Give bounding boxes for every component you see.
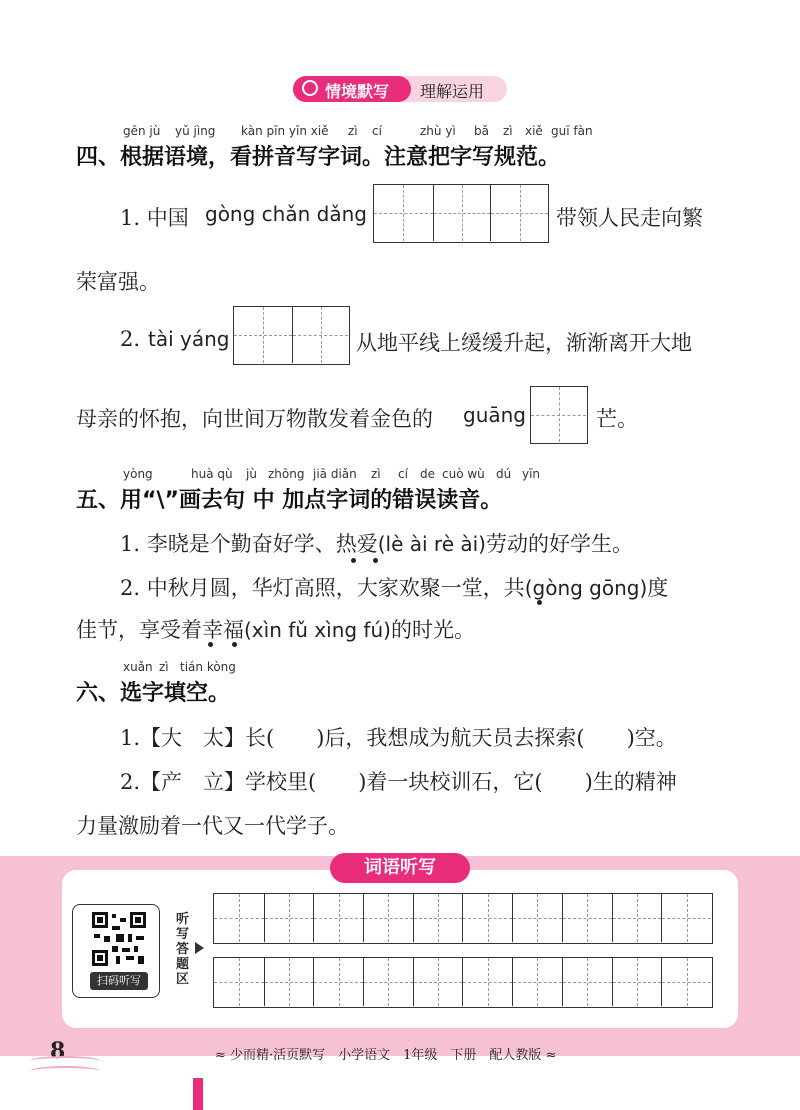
pinyin-annotation: zì: [503, 124, 513, 138]
dictation-cell[interactable]: [661, 958, 711, 1006]
pinyin-annotation: jiā diǎn: [313, 467, 357, 481]
q6-sentence-1: 1.【大 太】长( )后，我想成为航天员去探索( )空。: [120, 726, 677, 750]
dictation-cell[interactable]: [462, 958, 512, 1006]
dictation-cell[interactable]: [264, 894, 314, 942]
q4-item2-prefix: 2.: [120, 327, 141, 351]
question-4-title: 四、根据语境，看拼音写字词。注意把字写规范。: [76, 145, 561, 170]
dictation-cell[interactable]: [214, 894, 264, 942]
decorative-wave: [30, 1066, 100, 1076]
page-number: 8: [50, 1038, 66, 1064]
dictation-cell[interactable]: [612, 958, 662, 1006]
pinyin-annotation: bǎ: [474, 124, 489, 138]
q4-item2-line2: 母亲的怀抱，向世间万物散发着金色的: [76, 407, 433, 431]
emphasis-dot: [537, 600, 542, 605]
pinyin-annotation: yòng: [123, 467, 153, 481]
answer-grid[interactable]: [530, 386, 588, 444]
footer-book-info: ≈ 少而精·活页默写 小学语文 1年级 下册 配人教版 ≈: [215, 1048, 557, 1063]
emphasis-dot: [208, 642, 213, 647]
pinyin-annotation: huà qù: [191, 467, 233, 481]
pinyin-annotation: zì: [371, 467, 381, 481]
pinyin-annotation: dú: [496, 467, 512, 481]
dictation-cell[interactable]: [363, 894, 413, 942]
pinyin-annotation: gēn jù: [123, 124, 161, 138]
edge-marker: [193, 1078, 203, 1110]
decorative-wave: [30, 1056, 100, 1066]
pinyin-annotation: tián kòng: [180, 660, 236, 674]
answer-cell[interactable]: [490, 185, 548, 241]
section-subtitle: 理解运用: [420, 82, 485, 101]
pinyin-annotation: zhōng: [268, 467, 305, 481]
dotted-word: 热爱: [335, 532, 378, 556]
pinyin-annotation: cí: [398, 467, 408, 481]
dictation-cell[interactable]: [264, 958, 314, 1006]
pinyin-annotation: xiě: [525, 124, 543, 138]
answer-cell[interactable]: [234, 307, 292, 363]
q4-item1-pinyin: gòng chǎn dǎng: [205, 202, 367, 226]
q5-sentence-3: 佳节，享受着幸福(xìn fǔ xìng fú)的时光。: [76, 618, 475, 642]
pinyin-annotation: kàn pīn yīn xiě: [241, 124, 329, 138]
q6-sentence-3: 力量激励着一代又一代学子。: [76, 814, 349, 838]
dictation-cell[interactable]: [562, 958, 612, 1006]
answer-grid[interactable]: [233, 306, 350, 365]
dictation-title: 词语听写: [330, 853, 470, 883]
question-6-title: 六、选字填空。: [76, 681, 231, 706]
dictation-row[interactable]: [213, 893, 713, 944]
reading-options[interactable]: (xìn fǔ xìng fú): [244, 618, 391, 642]
dictation-cell[interactable]: [413, 958, 463, 1006]
section-badge-label: 情境默写: [325, 82, 390, 101]
pinyin-annotation: de: [420, 467, 435, 481]
dictation-cell[interactable]: [612, 894, 662, 942]
answer-cell[interactable]: [292, 307, 348, 363]
arrow-right-icon: [195, 942, 204, 954]
dictation-cell[interactable]: [313, 894, 363, 942]
q4-item2-end: 芒。: [596, 407, 638, 431]
answer-grid[interactable]: [373, 184, 549, 243]
q4-item1-after: 带领人民走向繁: [556, 206, 703, 230]
dictation-cell[interactable]: [562, 894, 612, 942]
pinyin-annotation: zì: [159, 660, 169, 674]
pinyin-annotation: zì: [348, 124, 358, 138]
emphasis-dot: [373, 558, 378, 563]
q6-sentence-2: 2.【产 立】学校里( )着一块校训石，它( )生的精神: [120, 770, 677, 794]
q4-item2-pinyin: tài yáng: [148, 327, 230, 351]
pinyin-annotation: zhù yì: [420, 124, 456, 138]
answer-area-label: 听写答题区: [176, 912, 190, 987]
pinyin-annotation: cuò wù: [442, 467, 485, 481]
emphasis-dot: [232, 642, 237, 647]
dotted-word: 共: [503, 576, 525, 600]
reading-options[interactable]: (gòng gōng): [524, 576, 648, 600]
q5-sentence-1: 1. 李晓是个勤奋好学、热爱(lè ài rè ài)劳动的好学生。: [120, 532, 633, 556]
reading-options[interactable]: (lè ài rè ài): [377, 532, 486, 556]
pinyin-annotation: yīn: [522, 467, 541, 481]
dictation-cell[interactable]: [462, 894, 512, 942]
dictation-cell[interactable]: [661, 894, 711, 942]
q4-item1-prefix: 1. 中国: [120, 206, 189, 230]
dictation-cell[interactable]: [413, 894, 463, 942]
q4-item2-after: 从地平线上缓缓升起，渐渐离开大地: [356, 331, 692, 355]
dictation-cell[interactable]: [512, 894, 562, 942]
dictation-cell[interactable]: [214, 958, 264, 1006]
pen-icon: [302, 80, 318, 96]
qr-code-icon[interactable]: [92, 912, 146, 966]
qr-scan-label: 扫码听写: [90, 972, 148, 990]
answer-cell[interactable]: [531, 387, 586, 442]
pinyin-annotation: yǔ jìng: [175, 124, 216, 138]
dictation-cell[interactable]: [512, 958, 562, 1006]
q5-sentence-2: 2. 中秋月圆，华灯高照，大家欢聚一堂，共(gòng gōng)度: [120, 576, 669, 600]
pinyin-annotation: cí: [372, 124, 382, 138]
answer-cell[interactable]: [433, 185, 491, 241]
emphasis-dot: [351, 558, 356, 563]
q4-item2-pinyin2: guāng: [463, 403, 526, 427]
dictation-cell[interactable]: [313, 958, 363, 1006]
dotted-word: 幸福: [202, 618, 244, 642]
answer-cell[interactable]: [374, 185, 433, 241]
pinyin-annotation: guī fàn: [551, 124, 593, 138]
pinyin-annotation: xuǎn: [123, 660, 153, 674]
question-5-title: 五、用“\”画去句 中 加点字词的错误读音。: [76, 488, 503, 513]
dictation-row[interactable]: [213, 957, 713, 1008]
dictation-cell[interactable]: [363, 958, 413, 1006]
q4-item1-line2: 荣富强。: [76, 270, 160, 294]
pinyin-annotation: jù: [246, 467, 257, 481]
